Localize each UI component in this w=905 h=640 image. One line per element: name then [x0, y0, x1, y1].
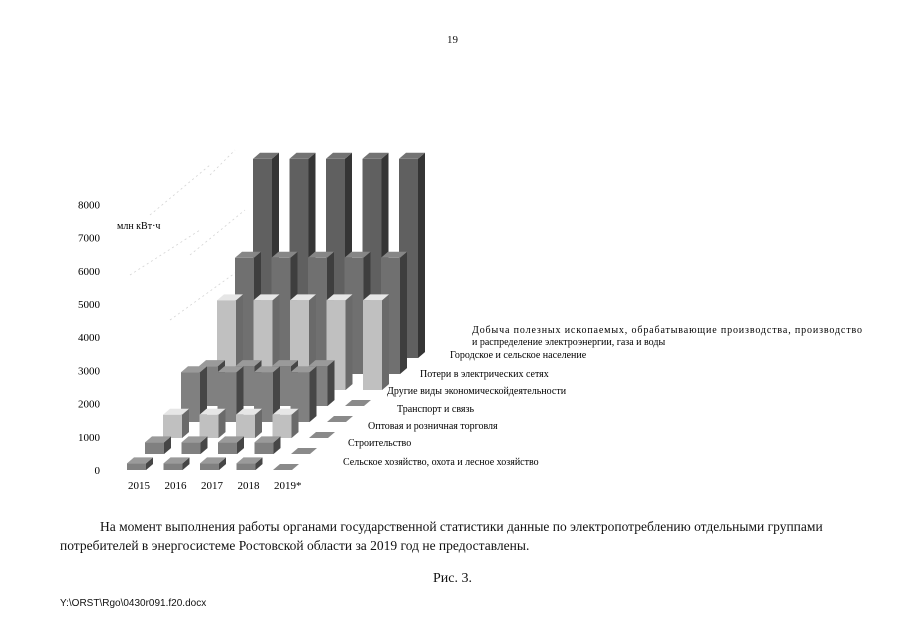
bar: [163, 409, 189, 438]
bar: [164, 457, 190, 470]
bar: [218, 436, 244, 454]
series-label: Оптовая и розничная торговля: [368, 421, 498, 432]
zero-plane-tile: [327, 416, 353, 422]
bar-front: [127, 463, 146, 470]
series-label: Добыча полезных ископаемых, обрабатывающие производства, производство и распределение электроэнергии, газа и воды: [472, 325, 862, 348]
bar-front: [273, 415, 292, 438]
bar-side: [418, 153, 425, 358]
x-tick-label: 2015: [128, 480, 150, 492]
depth-gridline: [130, 230, 200, 275]
series-label: Строительство: [348, 438, 412, 449]
bar: [200, 409, 226, 438]
bar-side: [382, 294, 389, 390]
series-label: Другие виды экономическойдеятельности: [387, 386, 567, 397]
bar: [255, 436, 281, 454]
series-label: Транспорт и связь: [397, 404, 475, 415]
bar-front: [164, 463, 183, 470]
y-tick-label: 2000: [78, 398, 100, 411]
bar-front: [218, 442, 237, 454]
zero-plane-tile: [309, 432, 335, 438]
series-label: Потери в электрических сетях: [420, 369, 549, 380]
zero-plane-tile: [291, 448, 317, 454]
bar: [363, 294, 389, 390]
bar: [145, 436, 171, 454]
page-number: 19: [447, 34, 458, 46]
y-tick-label: 8000: [78, 199, 100, 212]
bar-front: [182, 442, 201, 454]
x-tick-label: 2016: [164, 480, 187, 492]
bar-side: [328, 360, 335, 406]
bar-front: [145, 442, 164, 454]
depth-gridline: [190, 210, 245, 255]
y-axis: [78, 199, 101, 477]
y-axis-label: млн кВт·ч: [117, 221, 161, 232]
x-tick-label: 2017: [201, 480, 223, 492]
bar-side: [346, 294, 353, 390]
bar: [200, 457, 226, 470]
bar-front: [200, 463, 219, 470]
bar-front: [236, 415, 255, 438]
bar-front: [200, 415, 219, 438]
depth-gridline: [210, 150, 235, 175]
figure-caption: Рис. 3.: [433, 571, 472, 586]
y-tick-label: 6000: [78, 265, 100, 278]
bar: [237, 457, 263, 470]
bar-side: [310, 366, 317, 422]
bar: [127, 457, 153, 470]
note-paragraph: На момент выполнения работы органами государственной статистики данные по электропотреблению отдельными группами потребителей в энергосистеме Ростовской области за 2019 год не предоставлены.: [60, 519, 823, 553]
bar-side: [400, 252, 407, 374]
y-tick-label: 5000: [78, 299, 100, 311]
bar: [236, 409, 262, 438]
x-tick-label: 2018: [237, 480, 260, 492]
file-path: Y:\ORST\Rgo\0430r091.f20.docx: [60, 598, 207, 609]
depth-gridline: [150, 165, 210, 215]
bar-front: [163, 415, 182, 438]
bar-front: [363, 300, 382, 390]
y-tick-label: 0: [94, 465, 100, 477]
bar: [273, 409, 299, 438]
series-label: Сельское хозяйство, охота и лесное хозяйство: [343, 457, 539, 468]
x-tick-label: 2019*: [274, 480, 302, 492]
bar-front: [237, 463, 256, 470]
y-tick-label: 3000: [78, 365, 100, 378]
y-tick-label: 7000: [78, 232, 100, 245]
bar-front: [255, 442, 274, 454]
y-tick-label: 4000: [78, 332, 100, 345]
x-axis: [128, 480, 302, 492]
zero-plane-tile: [345, 400, 371, 406]
bar: [182, 436, 208, 454]
zero-plane-tile: [273, 464, 299, 470]
y-tick-label: 1000: [78, 431, 100, 444]
series-label: Городское и сельское население: [450, 350, 587, 361]
